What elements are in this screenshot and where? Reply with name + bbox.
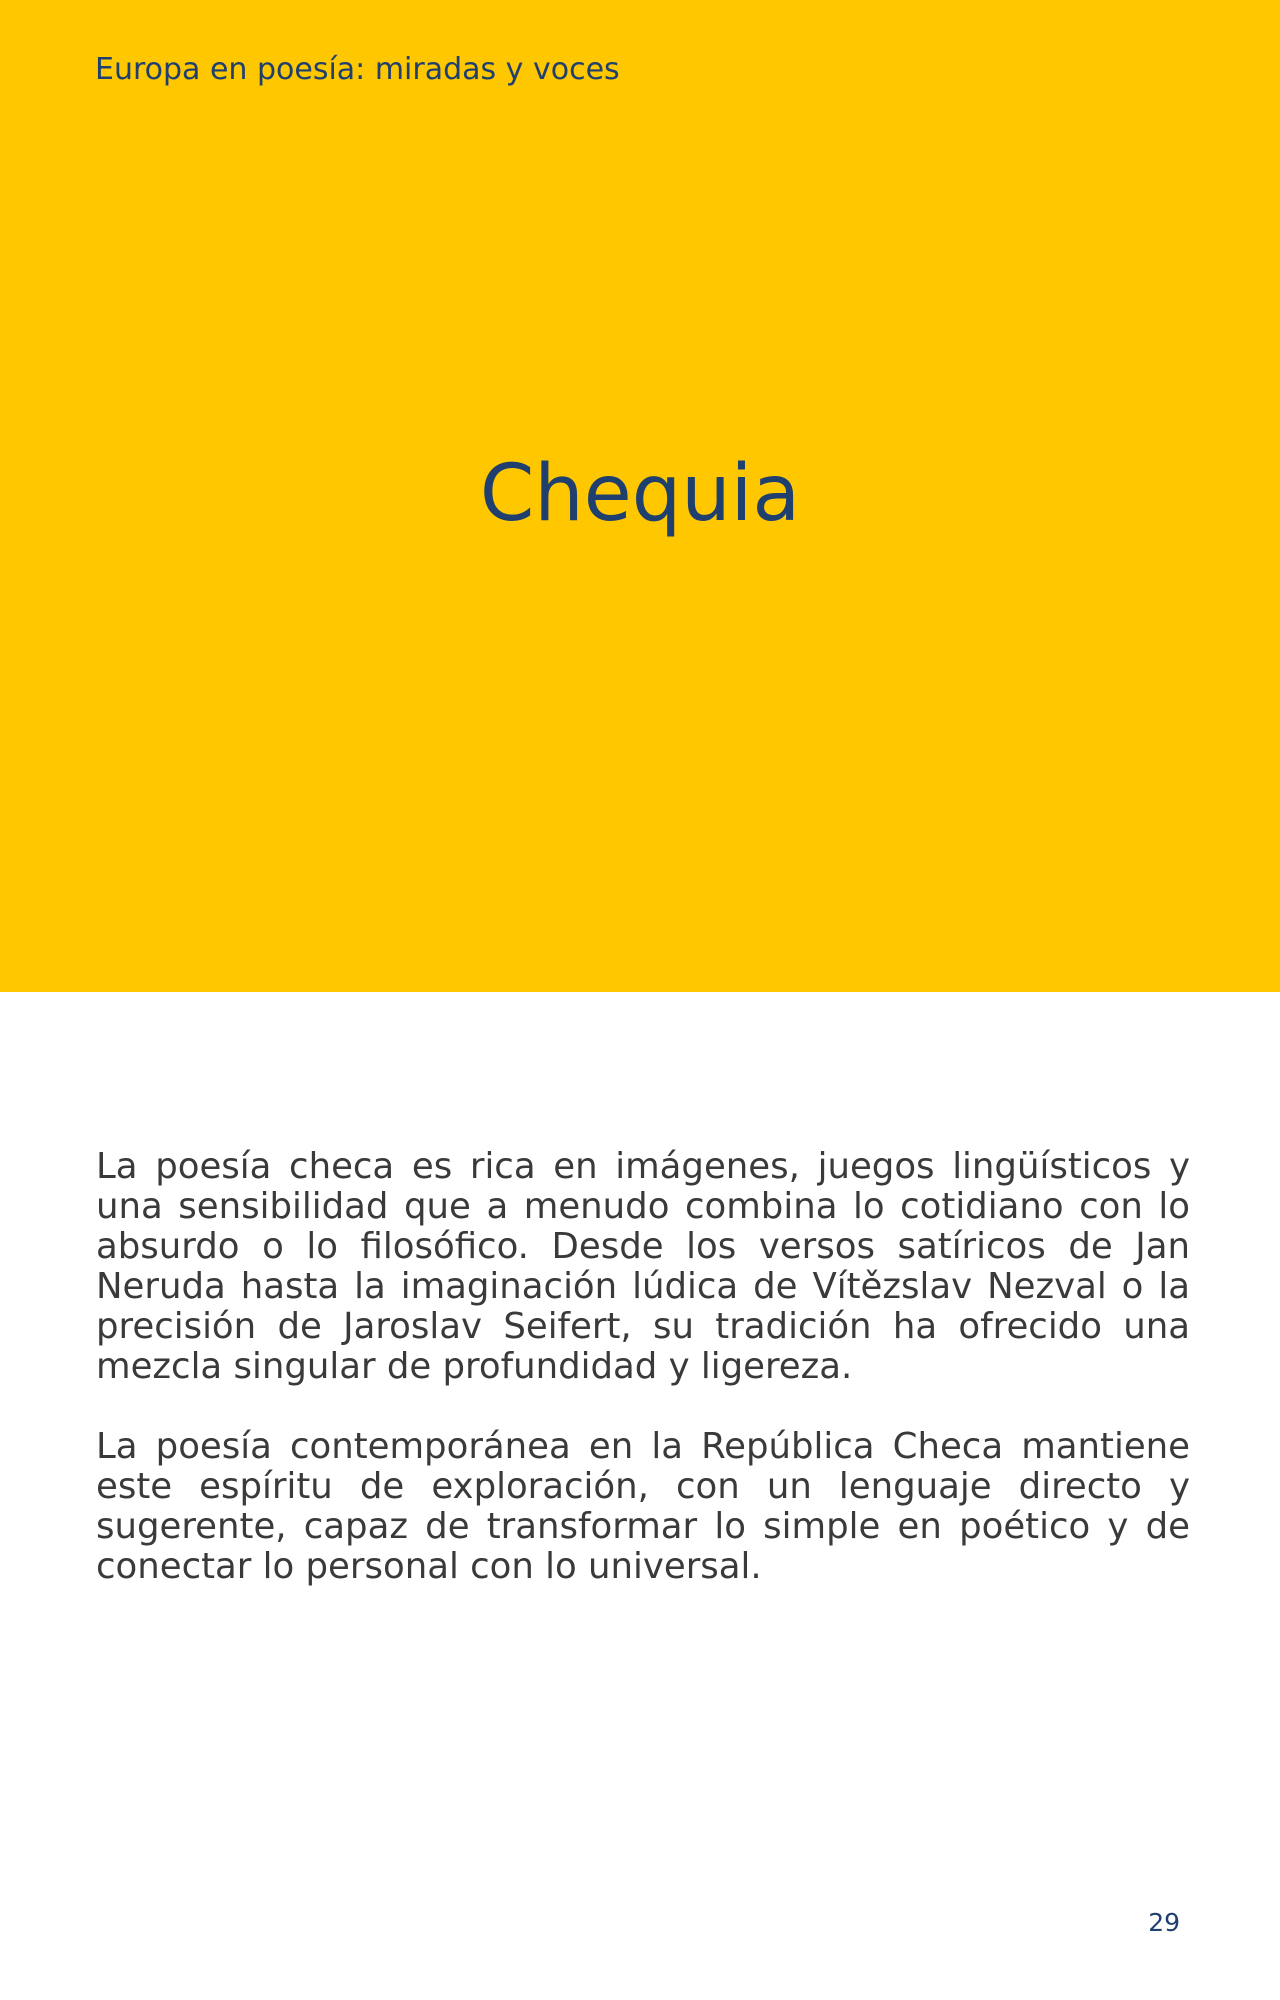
running-header: Europa en poesía: miradas y voces [95,52,620,87]
title-banner [0,0,1280,992]
page-number: 29 [1148,1908,1180,1937]
body-text [96,1147,1190,1627]
paragraph: La poesía checa es rica en imágenes, juegos lingüísticos y una sensibilidad que a menudo combina lo cotidiano con lo absurdo o lo filosófico. Desde los versos satíricos de Jan Neruda hasta la imaginación lúdica de Vítězslav Nezval o la precisión de Jaroslav Seifert, su tradición ha ofrecido una mezcla singular de profundidad y ligereza. [96,1146,1190,1387]
paragraph: La poesía contemporánea en la República Checa mantiene este espíritu de exploración, con un lenguaje directo y sugerente, capaz de transformar lo simple en poético y de conectar lo personal con lo universal. [96,1426,1190,1587]
chapter-title: Chequia [479,449,801,539]
